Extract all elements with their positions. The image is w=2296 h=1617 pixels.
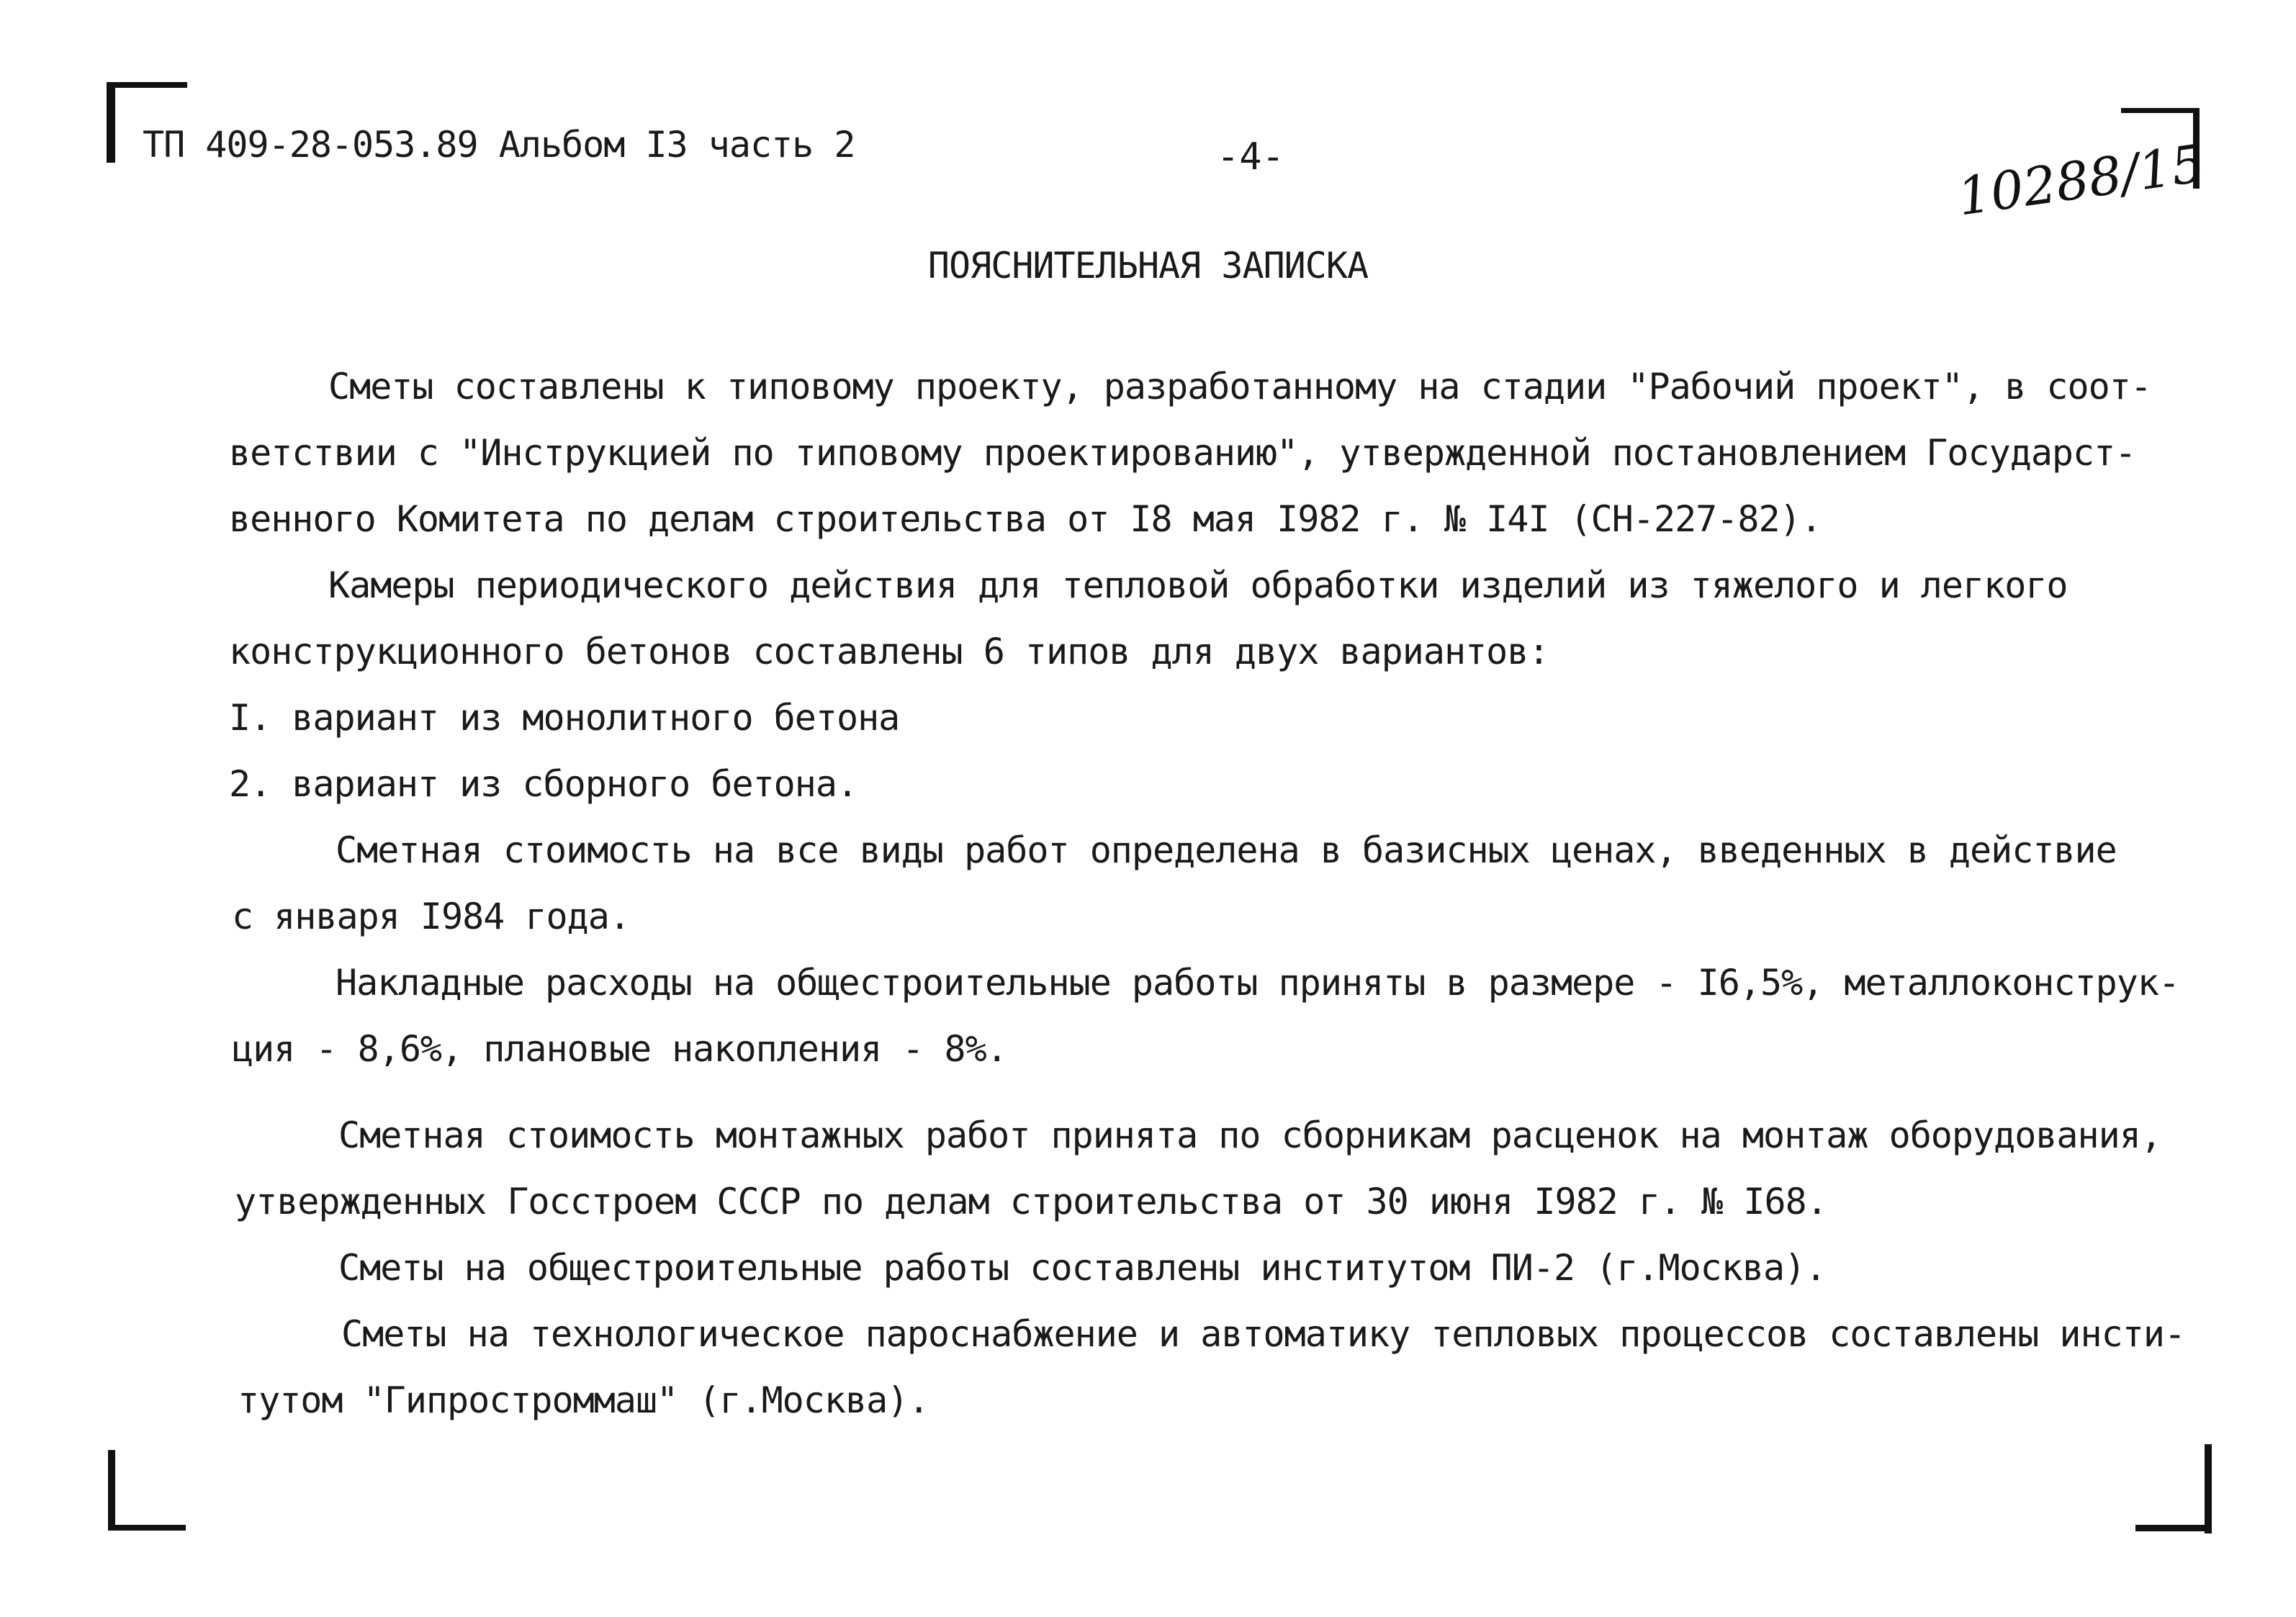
corner-mark-bottom-left — [108, 1450, 115, 1531]
paragraph-line: Накладные расходы на общестроительные работы приняты в размере - I6,5%, металлоконструк- — [336, 962, 2180, 1004]
list-item: I. вариант из монолитного бетона — [229, 697, 900, 739]
corner-mark-top-left-horizontal — [107, 82, 187, 88]
corner-mark-top-left — [107, 82, 115, 163]
list-item: 2. вариант из сборного бетона. — [229, 763, 858, 805]
page-number: -4- — [1217, 135, 1284, 179]
paragraph-line: конструкционного бетонов составлены 6 типов для двух вариантов: — [229, 631, 1549, 672]
handwritten-number: 10288/15 — [1953, 132, 2209, 228]
paragraph-line: Сметы на общестроительные работы составлены институтом ПИ-2 (г.Москва). — [338, 1247, 1827, 1289]
paragraph-line: Камеры периодического действия для тепловой обработки изделий из тяжелого и легкого — [328, 564, 2068, 606]
corner-mark-bottom-right — [2205, 1444, 2212, 1533]
paragraph-line: утвержденных Госстроем СССР по делам строительства от 30 июня I982 г. № I68. — [235, 1181, 1827, 1222]
corner-mark-bottom-left-horizontal — [108, 1525, 186, 1531]
paragraph-line: Сметы на технологическое пароснабжение и автоматику тепловых процессов составлены инсти- — [341, 1313, 2186, 1355]
paragraph-line: с января I984 года. — [232, 896, 630, 937]
page-title: ПОЯСНИТЕЛЬНАЯ ЗАПИСКА — [927, 245, 1369, 287]
paragraph-line: тутом "Гипростроммаш" (г.Москва). — [238, 1379, 929, 1421]
paragraph-line: ция - 8,6%, плановые накопления - 8%. — [232, 1028, 1007, 1070]
paragraph-line: Сметная стоимость монтажных работ принята по сборникам расценок на монтаж оборудования, — [338, 1114, 2161, 1156]
paragraph-line: ветствии с "Инструкцией по типовому проектированию", утвержденной постановлением Государст- — [229, 432, 2136, 474]
paragraph-line: Сметы составлены к типовому проекту, разработанному на стадии "Рабочий проект", в соот- — [328, 366, 2151, 407]
paragraph-line: венного Комитета по делам строительства от I8 мая I982 г. № I4I (СН-227-82). — [229, 498, 1822, 540]
corner-mark-bottom-right-horizontal — [2135, 1525, 2212, 1531]
paragraph-line: Сметная стоимость на все виды работ определена в базисных ценах, введенных в действие — [336, 829, 2117, 871]
corner-mark-top-right-horizontal — [2121, 108, 2199, 113]
document-code: ТП 409-28-053.89 Альбом I3 часть 2 — [143, 124, 855, 166]
